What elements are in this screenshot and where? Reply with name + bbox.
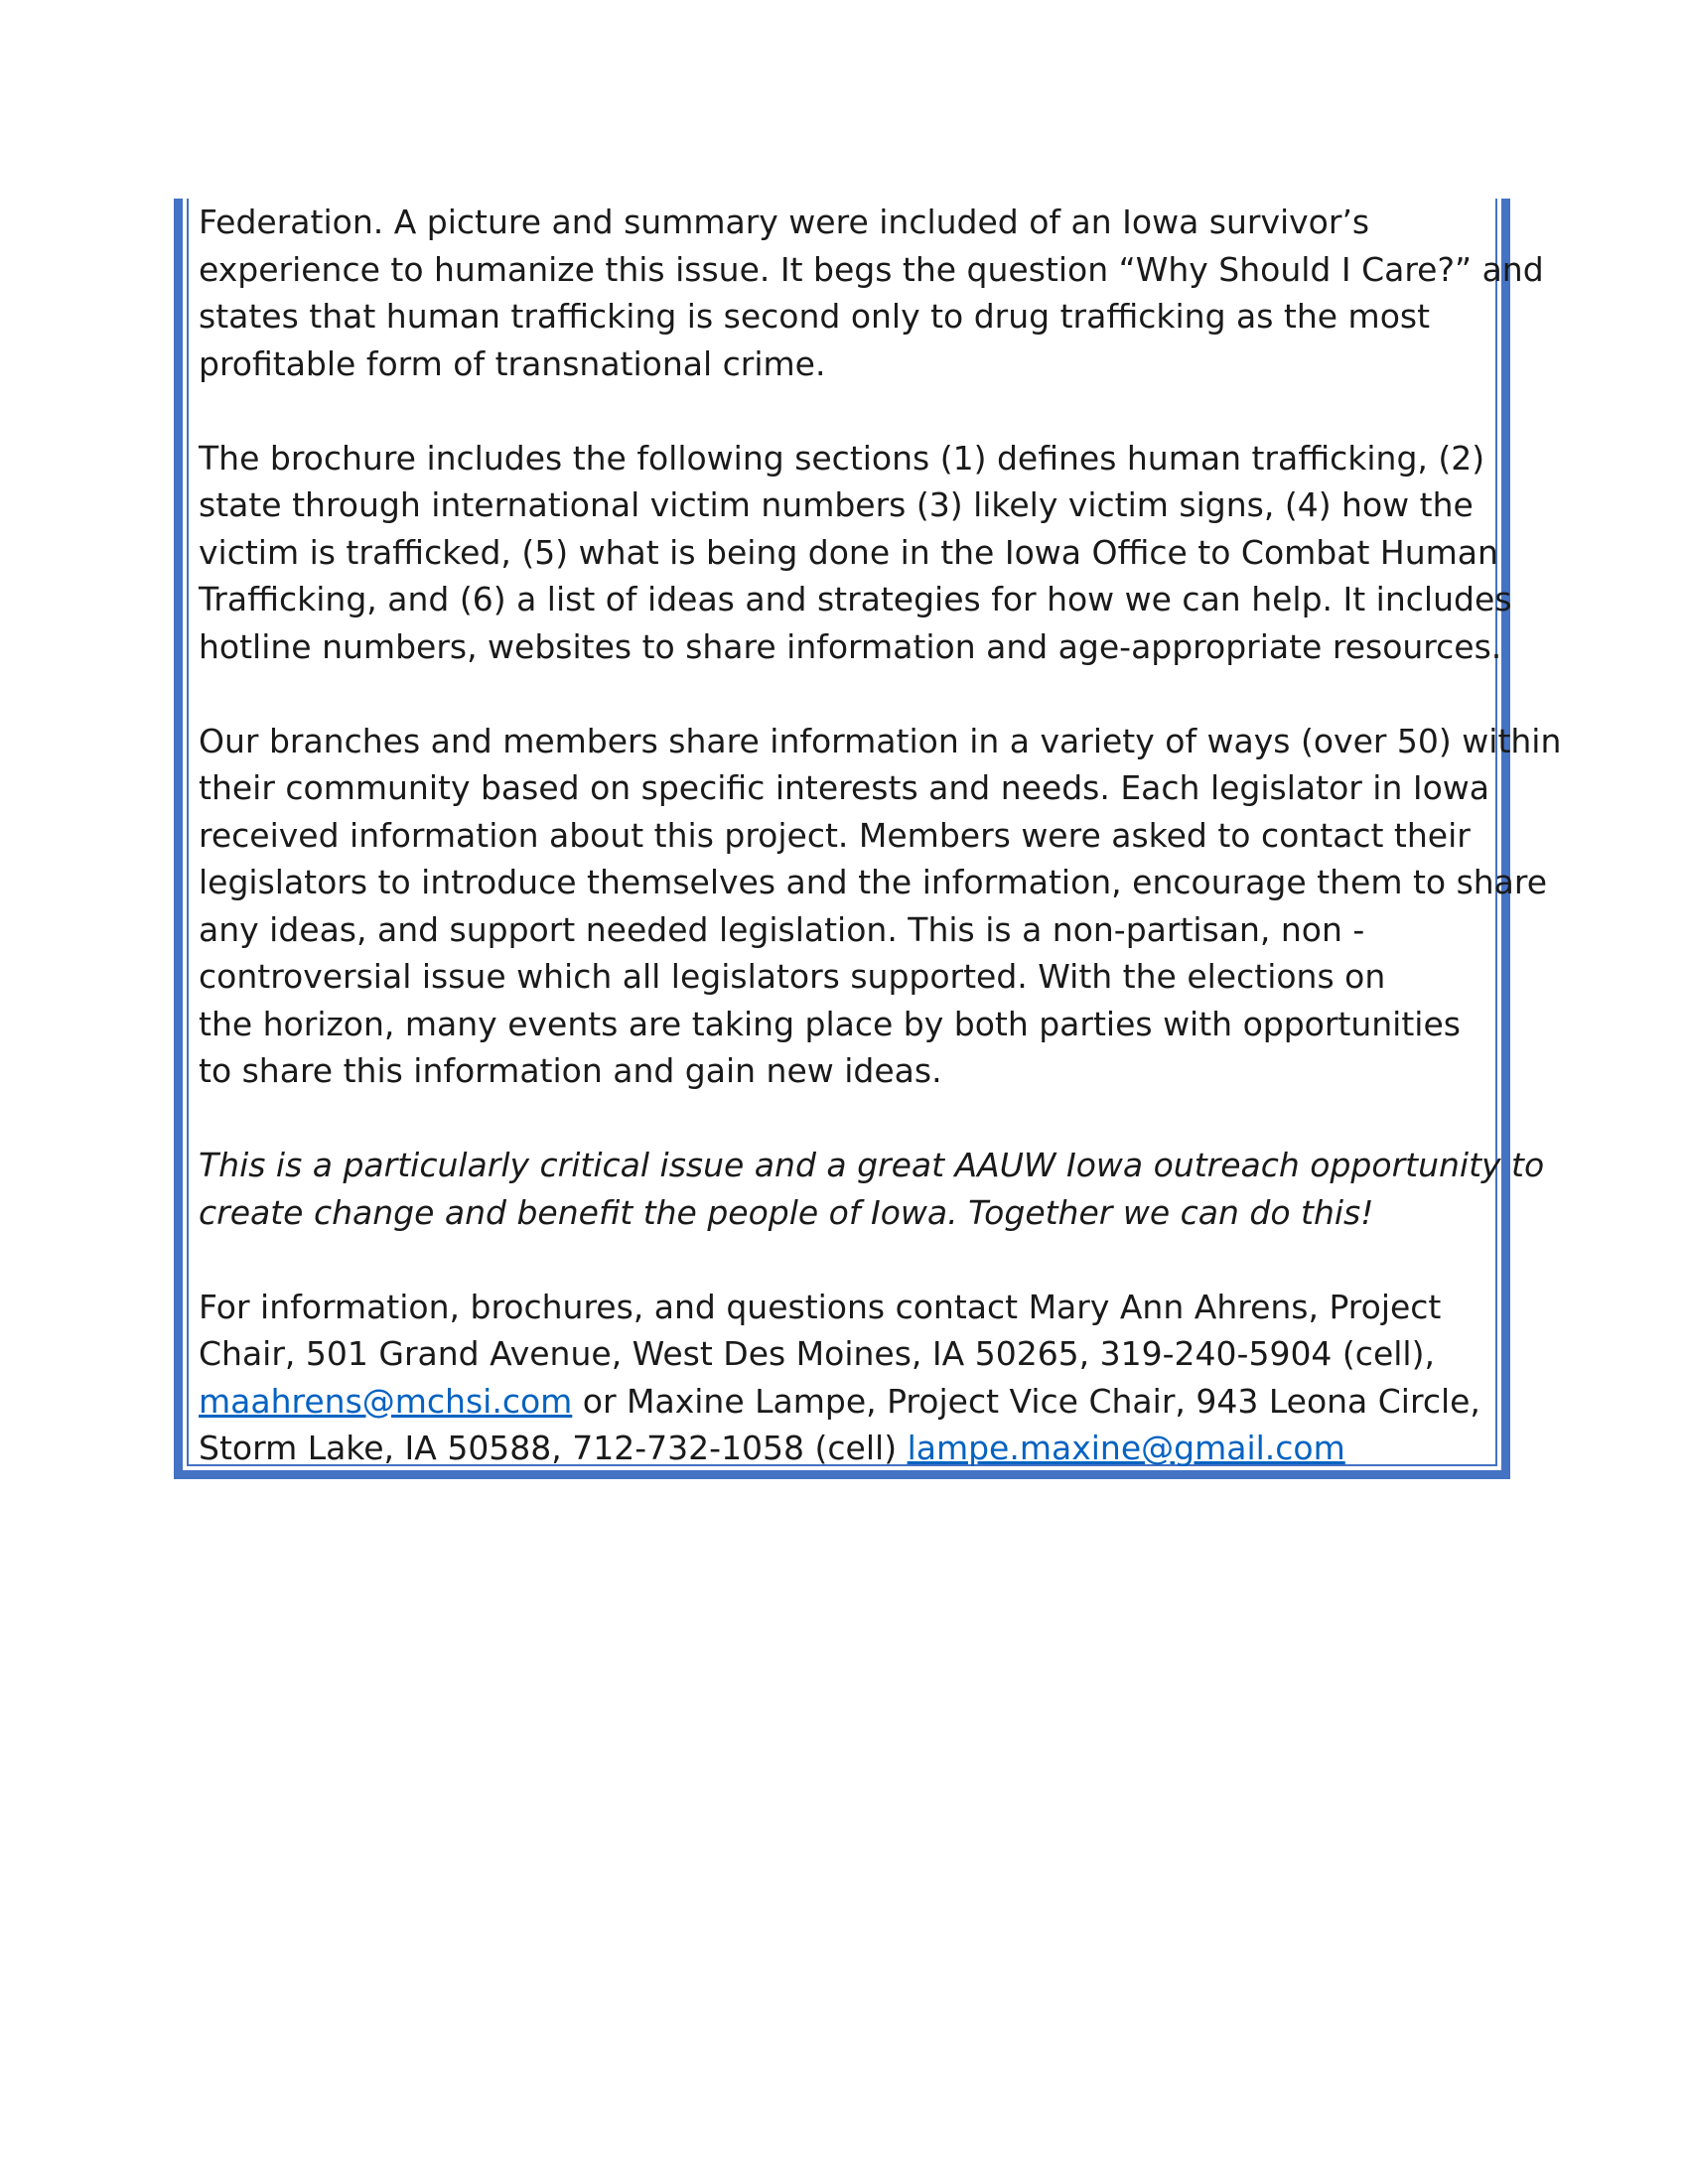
contact-line: For information, brochures, and questions contact Mary Ann Ahrens, Project (199, 1287, 1442, 1326)
contact-line (199, 1425, 1499, 1472)
paragraph-branches-members (199, 718, 1562, 1095)
text-line: victim is trafficked, (5) what is being done in the Iowa Office to Combat Human (199, 532, 1498, 572)
text-box-content (199, 199, 1562, 1472)
text-line: experience to humanize this issue. It begs the question “Why Should I Care?” and (199, 249, 1544, 289)
text-line: Our branches and members share information in a variety of ways (over 50) within (199, 721, 1562, 760)
contact-line: Chair, 501 Grand Avenue, West Des Moines, IA 50265, 319-240-5904 (cell), (199, 1334, 1435, 1373)
text-line: the horizon, many events are taking place by both parties with opportunities (199, 1004, 1461, 1043)
text-line: Federation. A picture and summary were included of an Iowa survivor’s (199, 203, 1370, 241)
paragraph-summary (199, 199, 1544, 387)
text-line: legislators to introduce themselves and the information, encourage them to share (199, 863, 1548, 901)
text-line: controversial issue which all legislators supported. With the elections on (199, 957, 1386, 996)
text-line: The brochure includes the following sections (1) defines human trafficking, (2) (199, 438, 1485, 478)
contact-text: Storm Lake, IA 50588, 712-732-1058 (cell) (199, 1429, 908, 1467)
paragraph-call-to-action (199, 1142, 1545, 1236)
text-line: to share this information and gain new ideas. (199, 1051, 942, 1090)
text-line: This is a particularly critical issue and a great AAUW Iowa outreach opportunity to (199, 1146, 1545, 1184)
text-line: profitable form of transnational crime. (199, 343, 826, 383)
email-link-lampe[interactable]: lampe.maxine@gmail.com (907, 1429, 1345, 1467)
contact-text: or Maxine Lampe, Project Vice Chair, 943 Leona Circle, (572, 1381, 1480, 1421)
contact-line (199, 1378, 1499, 1426)
text-line: their community based on specific interests and needs. Each legislator in Iowa (199, 768, 1490, 807)
paragraph-brochure-sections (199, 435, 1512, 671)
email-link-ahrens[interactable]: maahrens@mchsi.com (199, 1381, 573, 1421)
text-line: states that human trafficking is second only to drug trafficking as the most (199, 297, 1431, 336)
paragraph-contact (199, 1284, 1499, 1472)
text-line: state through international victim numbers (3) likely victim signs, (4) how the (199, 485, 1474, 524)
text-line: hotline numbers, websites to share information and age-appropriate resources. (199, 626, 1502, 666)
text-line: any ideas, and support needed legislation. This is a non-partisan, non - (199, 909, 1365, 949)
text-line: received information about this project. Members were asked to contact their (199, 815, 1471, 855)
text-line: Trafficking, and (6) a list of ideas and strategies for how we can help. It includes (199, 580, 1512, 618)
text-line: create change and benefit the people of Iowa. Together we can do this! (199, 1192, 1374, 1232)
